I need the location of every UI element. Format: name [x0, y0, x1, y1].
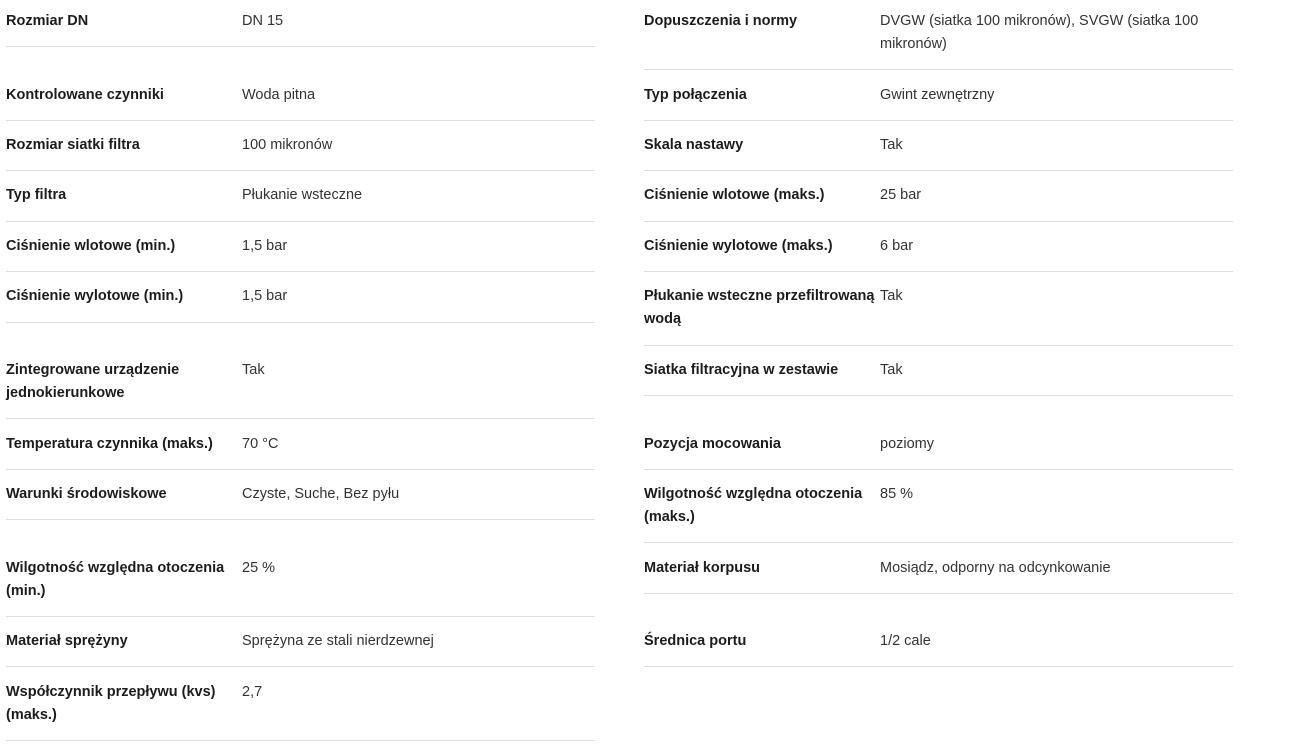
spec-label: Siatka filtracyjna w zestawie [644, 362, 839, 378]
spec-value: 70 °C [242, 436, 279, 452]
spec-label: Pozycja mocowania [644, 436, 781, 452]
spec-row [644, 74, 1233, 121]
spec-row [644, 275, 1233, 346]
spec-label: Kontrolowane czynniki [6, 87, 164, 103]
spec-label: Rozmiar siatki filtra [6, 137, 140, 153]
spec-label: Wilgotność względna otoczenia (min.) [6, 560, 225, 599]
spec-label: Dopuszczenia i normy [644, 13, 798, 29]
spec-row [6, 74, 595, 121]
spec-row [644, 174, 1233, 222]
spec-row [6, 423, 595, 470]
spec-value: Woda pitna [242, 87, 316, 103]
spec-row [644, 423, 1233, 470]
spec-value: 6 bar [880, 238, 914, 254]
spec-label: Ciśnienie wlotowe (maks.) [644, 187, 825, 203]
spec-value: 1/2 cale [880, 633, 931, 649]
spec-row [644, 225, 1233, 272]
spec-value: Tak [880, 288, 903, 304]
spec-row [644, 620, 1233, 667]
spec-label: Materiał sprężyny [6, 633, 128, 649]
spec-value: Płukanie wsteczne [242, 187, 363, 203]
spec-row [6, 547, 595, 617]
spec-value: DN 15 [242, 13, 284, 29]
spec-row [644, 124, 1233, 171]
spec-label: Warunki środowiskowe [6, 486, 167, 502]
spec-value: 1,5 bar [242, 238, 288, 254]
spec-value: 2,7 [242, 684, 263, 700]
spec-row [6, 473, 595, 520]
spec-label: Typ filtra [6, 187, 67, 203]
spec-label: Rozmiar DN [6, 13, 89, 29]
spec-row [6, 0, 595, 47]
spec-label: Współczynnik przepływu (kvs) (maks.) [6, 684, 216, 723]
spec-value: Sprężyna ze stali nierdzewnej [242, 633, 434, 649]
spec-row [6, 349, 595, 419]
spec-label: Ciśnienie wylotowe (min.) [6, 288, 184, 304]
spec-row [644, 473, 1233, 543]
spec-row [644, 349, 1233, 396]
spec-value: 1,5 bar [242, 288, 288, 304]
spec-value: Tak [242, 362, 265, 378]
spec-row [6, 174, 595, 222]
spec-row [6, 225, 595, 272]
spec-label: Zintegrowane urządzenie jednokierunkowe [6, 362, 180, 401]
spec-label: Ciśnienie wlotowe (min.) [6, 238, 176, 254]
spec-label: Skala nastawy [644, 137, 744, 153]
spec-row [6, 671, 595, 741]
spec-value: Tak [880, 362, 903, 378]
spec-row [644, 547, 1233, 594]
spec-label: Średnica portu [644, 633, 747, 649]
spec-value: Gwint zewnętrzny [880, 87, 995, 103]
spec-label: Temperatura czynnika (maks.) [6, 436, 213, 452]
spec-value: Czyste, Suche, Bez pyłu [242, 486, 400, 502]
spec-row [6, 124, 595, 171]
spec-value: Mosiądz, odporny na odcynkowanie [880, 560, 1111, 576]
spec-row [644, 0, 1233, 70]
spec-value: 85 % [880, 486, 914, 502]
spec-label: Płukanie wsteczne przefiltrowaną wodą [644, 288, 875, 327]
spec-label: Materiał korpusu [644, 560, 761, 576]
spec-value: 25 % [242, 560, 276, 576]
spec-label: Ciśnienie wylotowe (maks.) [644, 238, 833, 254]
spec-value: 25 bar [880, 187, 922, 203]
spec-label: Typ połączenia [644, 87, 747, 103]
spec-value: poziomy [880, 436, 934, 452]
spec-label: Wilgotność względna otoczenia (maks.) [644, 486, 863, 525]
spec-value: 100 mikronów [242, 137, 333, 153]
spec-value: DVGW (siatka 100 mikronów), SVGW (siatka 100 mikronów) [880, 13, 1199, 52]
spec-row [6, 620, 595, 667]
spec-row [6, 275, 595, 323]
spec-value: Tak [880, 137, 903, 153]
